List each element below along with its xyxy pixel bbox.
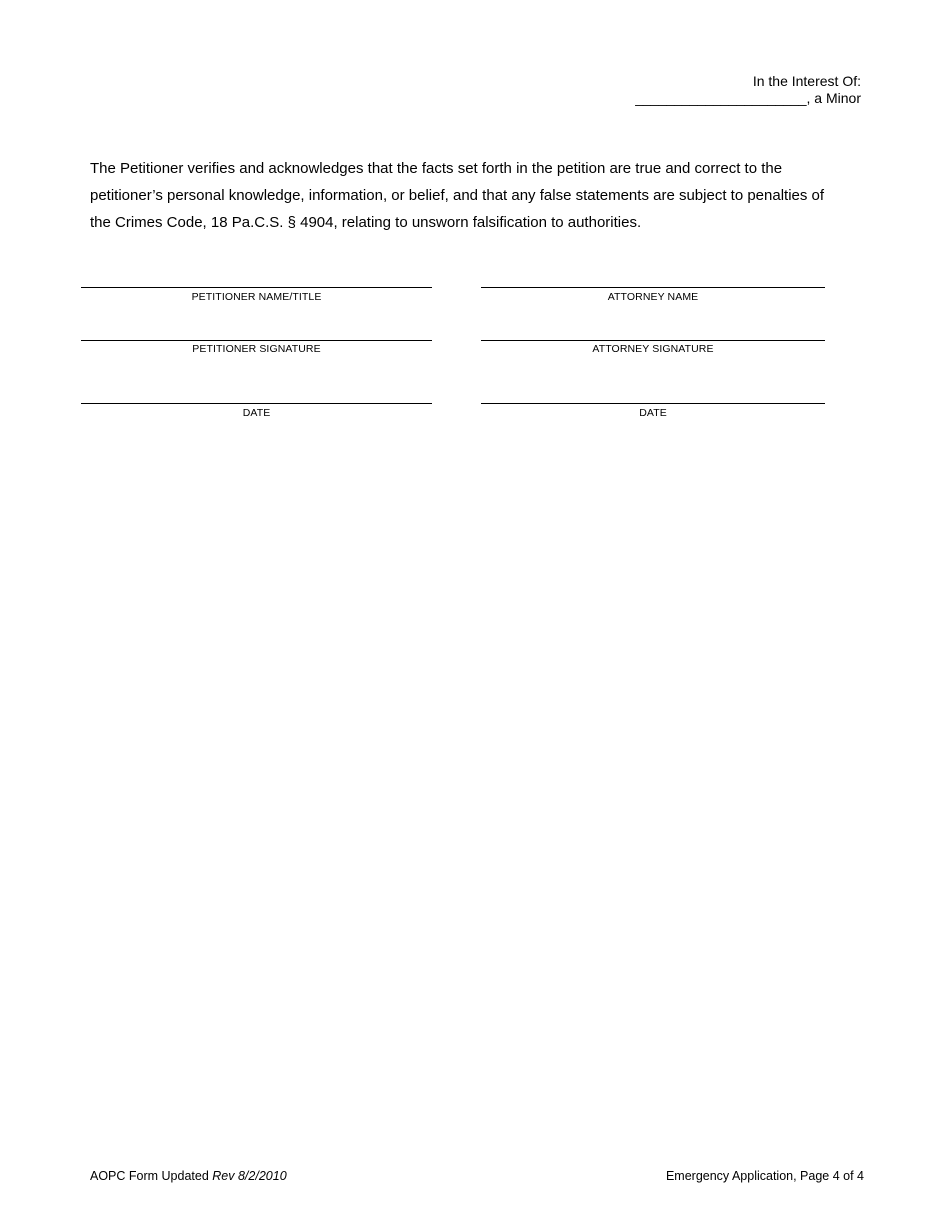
case-caption (635, 73, 861, 107)
attorney-date-label: DATE (639, 407, 667, 419)
attorney-date-line[interactable] (481, 403, 825, 404)
form-revision: Rev 8/2/2010 (212, 1169, 287, 1183)
attorney-signature-line[interactable] (481, 340, 825, 341)
petitioner-name-label: PETITIONER NAME/TITLE (191, 291, 322, 303)
form-revision-footer (90, 1169, 287, 1184)
petitioner-name-line[interactable] (81, 287, 432, 288)
petitioner-date-line[interactable] (81, 403, 432, 404)
petitioner-date-label: DATE (242, 407, 271, 419)
caption-line-minor: ______________________, a Minor (635, 90, 861, 106)
attorney-name-line[interactable] (481, 287, 825, 288)
caption-line-interest: In the Interest Of: (752, 73, 861, 89)
petitioner-signature-label: PETITIONER SIGNATURE (192, 343, 321, 355)
attorney-name-label: ATTORNEY NAME (607, 291, 699, 303)
verification-statement: The Petitioner verifies and acknowledges that the facts set forth in the petition are true and correct to the petitioner’s personal knowledge, information, or belief, and that any false statements are subject to penalties of the Crimes Code, 18 Pa.C.S. § 4904, relating to unsworn falsification to authorities. (90, 160, 825, 231)
form-label: AOPC Form Updated (90, 1169, 209, 1183)
petitioner-signature-line[interactable] (81, 340, 432, 341)
attorney-signature-label: ATTORNEY SIGNATURE (592, 343, 714, 355)
page-number-footer: Emergency Application, Page 4 of 4 (665, 1169, 864, 1183)
